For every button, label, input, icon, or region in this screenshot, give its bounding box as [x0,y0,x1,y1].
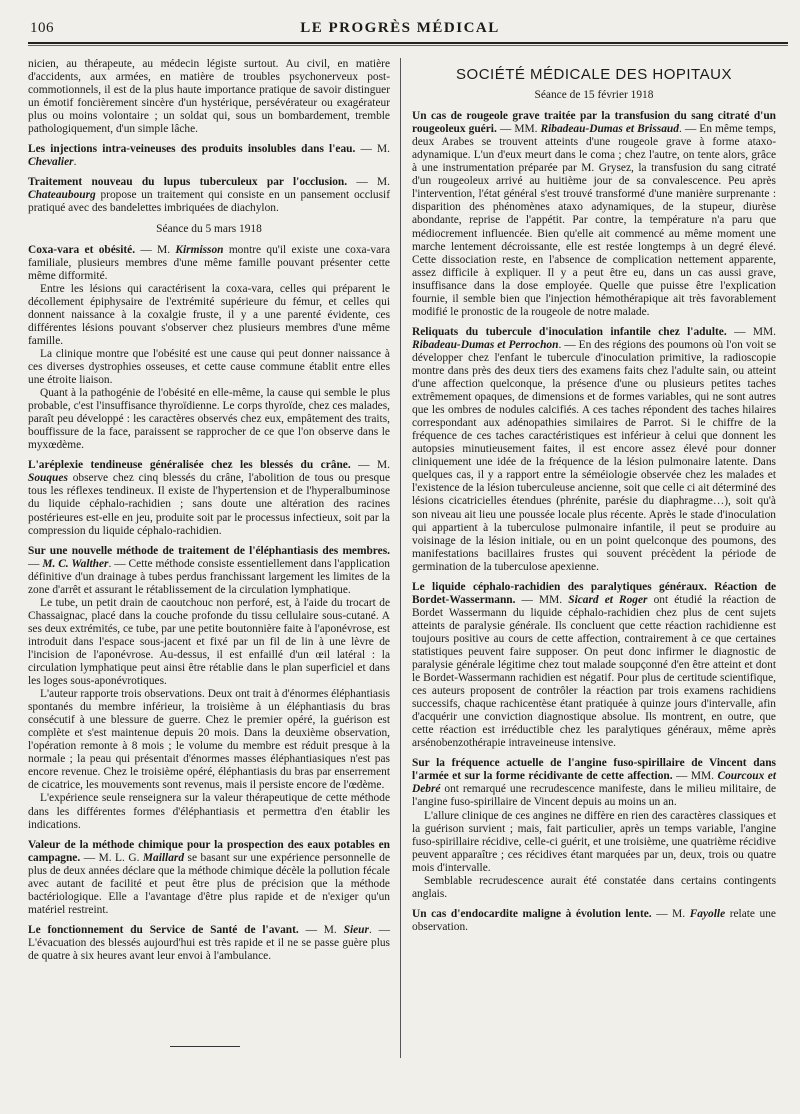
article-author: Courcoux et Debré [412,770,776,796]
page-header [0,0,800,46]
session-date: Séance du 5 mars 1918 [156,222,262,235]
header-rule-thin [28,45,788,46]
article-lupus: Traitement nouveau du lupus tuberculeux par l'occlusion. — M. Chateaubourg propose un traitement qui consiste en un pansement occlusif pratiqué avec des bandelettes imbriquées de diachylon. [28,176,390,215]
article-coxa-vara: Coxa-vara et obésité. — M. Kirmisson montre qu'il existe une coxa-vara familiale, plusieurs membres d'une même famille pouvant présenter cette même difformité. [28,243,390,282]
article-tubercule: Reliquats du tubercule d'inoculation infantile chez l'adulte. — MM. Ribadeau-Dumas et Perrochon. — En des régions des poumons où l'on voit se développer chez l'enfant le tubercule d'inoculation primitive, la radioscopie montre dans près des deux tiers des examens faits chez l'adulte sain, ou atteint d'une affection quelconque, la présence d'une ou plusieurs petites taches extrêmement opaques, de dimensions et de formes variables, qui ne sont autres que les ombres de nodules calcifiés. A ces taches répondent des taches hilaires correspondant aux adénopathies similaires de Parrot. Si le chiffre de la fréquence de ces taches caractéristiques est inférieur à celui que donnent les autopsies minutieusement faites, il est encore assez élevé pour donner cliniquement une idée de la fréquence de la lésion pulmonaire latente. Dans quelques cas, il y a rapport entre la séméiologie observée chez les malades et l'existence de la lésion tuberculeuse ancienne, soit que celle ci ait déterminé des lésions cicatricielles étendues (phrénite, parésie du diaphragme…), soit qu'à son niveau ait lieu une poussée locale plus récente. Après le stade d'inoculation qui appartient à la tuberculose pulmonaire infantile, il peut se produire au voisinage de la lésion initiale, ou en un point quelconque des poumons, des manifestations bacillaires frustes qui souvent précèdent la période de germination de la tuberculose apexienne. [412,325,776,573]
article-service-sante: Le fonctionnement du Service de Santé de l'avant. — M. Sieur. — L'évacuation des blessés aujourd'hui est très rapide et il ne se passe guère plus de quatre à six heures avant leur envoi à l'ambulance. [28,923,390,962]
intro-paragraph: nicien, au thérapeute, au médecin légiste surtout. Au civil, en matière d'accidents, aux armées, en matière de troubles psychonerveux post-commotionnels, il est de la plus haute importance pratique de savoir distinguer un émotif foncièrement sincère d'un hystérique, persévérateur ou exagérateur plus ou moins volontaire ; un soldat qui, sous un bombardement, tremble pathologiquement, d'un simple lâche. [28,58,390,136]
article-endocardite: Un cas d'endocardite maligne à évolution lente. — M. Fayolle relate une observation. [412,907,776,933]
article-title: Le liquide céphalo-rachidien des paralytiques généraux. Réaction de Bordet-Wassermann. [412,580,776,606]
article-paragraph: Semblable recrudescence aurait été constatée dans certains contingents anglais. [412,874,776,900]
article-author: Souques [28,472,68,485]
article-injections: Les injections intra-veineuses des produits insolubles dans l'eau. — M. Chevalier. [28,143,391,169]
article-author: Ribadeau-Dumas et Perrochon [412,338,559,351]
article-title: Sur une nouvelle méthode de traitement de l'éléphantiasis des membres. [28,544,390,557]
article-author: Chevalier [28,156,74,169]
article-author: Kirmisson [175,243,224,256]
column-divider [400,58,401,1058]
article-elephantiasis: Sur une nouvelle méthode de traitement de l'éléphantiasis des membres. — M. C. Walther. — Cette méthode consiste essentiellement dans l'application définitive d'un drainage à tubes perdus franchissant largement les limites de la zone d'arrêt et assurant le rétablissement de la circulation lymphatique. [28,544,390,596]
article-title: L'aréplexie tendineuse généralisée chez les blessés du crâne. [28,459,351,472]
article-paragraph: L'auteur rapporte trois observations. Deux ont trait à d'énormes éléphantiasis spontanés du membre inférieur, la troisième à un éléphantiasis du bras consécutif à une blessure de guerre. Chez le premier opéré, la guérison est complète et s'est maintenue depuis 20 mois. Dans la deuxième observation, l'opération remonte à 8 mois ; le volume du membre est réduit presque à la normale ; la peau qui présentait d'énormes masses éléphantiasiques n'est pas encore revenue. Chez le troisième opéré, éléphantiasis du bras par enserrement de cicatrice, les mouvements sont revenus, mais il persiste encore de l'œdème. [28,688,390,792]
article-paragraph: L'allure clinique de ces angines ne diffère en rien des caractères classiques et la guérison survient ; mais, fait particulier, après un temps variable, l'angine fuso-spirillaire récidive, celle-ci guérit, et une troisième, une quatrième récidive peuvent apparaître ; ces récidives étant marquées par un, deux, trois ou quatre mois d'intervalle. [412,809,776,874]
article-author: Fayolle [689,907,726,920]
article-paragraph: La clinique montre que l'obésité est une cause qui peut donner naissance à ces diverses dystrophies osseuses, et cette cause commune établit entre elles une étroite liaison. [28,347,390,387]
article-paralytiques: Le liquide céphalo-rachidien des paralytiques généraux. Réaction de Bordet-Wassermann. — MM. Sicard et Roger ont étudié la réaction de Bordet Wassermann du liquide céphalo-rachidien chez plus de cent sujets atteints de paralysie générale. Ils concluent que cette réaction rachidienne est toujours positive au cours de cette affection, contrairement à ce que certaines statistiques peuvent faire supposer. On peut donc infirmer le diagnostic de paralysie générale légitime chez tout malade soupçonné d'en être atteint et dont le Bordet-Wassermann rachidien est négatif. Pour plus de certitude scientifique, ces auteurs proposent de contrôler la réaction par trois examens rachidiens successifs, chaque rachicentèse étant pratiquée à quinze jours d'intervalle, afin d'acquérir une conviction diagnostique absolue. Ils montrent, en outre, que cette réaction est irréductible chez les paralytiques généraux, même après arsénobenzothérapie intraveineuse intensive. [412,580,776,750]
article-title: Coxa-vara et obésité. [28,243,136,256]
article-paragraph: L'expérience seule renseignera sur la valeur thérapeutique de cette méthode dans les différentes formes d'éléphantiasis et permettra d'en établir les indications. [28,792,390,831]
page-number: 106 [30,20,54,36]
article-author: Sicard et Roger [568,593,648,606]
article-title: Valeur de la méthode chimique pour la prospection des eaux potables en campagne. [28,838,390,864]
session-date: Séance de 15 février 1918 [534,89,654,102]
journal-title: LE PROGRÈS MÉDICAL [300,20,500,36]
article-author: Chateaubourg [28,189,96,202]
article-title: Sur la fréquence actuelle de l'angine fuso-spirillaire de Vincent dans l'armée et sur la forme récidivante de cette affection. [412,757,776,783]
article-paragraph: Entre les lésions qui caractérisent la coxa-vara, celles qui préparent le décollement épiphysaire de l'extrémité supérieure du fémur, et celles qui donnent naissance à la coxalgie fruste, il y a une parenté évidente, ces différentes lésions pouvant s'observer chez plusieurs membres d'une même famille. [28,282,390,347]
society-title: SOCIÉTÉ MÉDICALE DES HOPITAUX [456,66,732,83]
article-eaux-potables: Valeur de la méthode chimique pour la prospection des eaux potables en campagne. — M. L. G. Maillard se basant sur une expérience personnelle de plus de deux années déclare que la méthode chimique décèle la pollution fécale avec autant de facilité et peut être plus de précision que la méthode bactériologique. Elle a l'avantage d'être plus rapide et de n'exiger qu'un matériel restreint. [28,838,391,916]
article-rougeole: Un cas de rougeole grave traitée par la transfusion du sang citraté d'un rougeoleux guéri. — MM. Ribadeau-Dumas et Brissaud. — En même temps, deux Arabes se trouvent atteints d'une rougeole grave à forme ataxo-adynamique. L'un d'eux meurt dans le coma ; chez l'autre, on tente alors, grâce à une instrumentation préparée par M. Grysez, la transfusion du sang citraté d'un rougeoleux arrivé au huitième jour de sa convalescence. Peu après l'intervention, l'état général s'est trouvé transformé d'une manière surprenante : disparition des phénomènes ataxo adynamiques, de la stupeur, diurèse abondante, reprise de l'appétit. Par contre, la température n'a paru que médiocrement influencée. Bien qu'elle ait commencé au même moment une marche lentement décroissante, elle est restée longtemps à un degré élevé. Cette dissociation reste, en l'absence de complication nettement apparente, assez difficile à expliquer. Il y a peut être eu, dans un cas aussi grave, insuffisance dans la dose employée. Quelle que puisse être l'explication fournie, il semble bien que l'injection hémothérapique ait très favorablement modifié le pronostic de la rougeole de notre malade. [412,110,776,318]
article-author: Sieur [343,923,369,936]
end-rule [170,1046,240,1047]
article-paragraph: Le tube, un petit drain de caoutchouc non perforé, est, à l'aide du trocart de Chassaignac, placé dans la couche profonde du tissu cellulaire sous-cutané. A ses deux extrémités, ce tube, par une petite boutonnière faite à l'aponévrose, est introduit dans l'espace sous-jacent et fixé par un fil de lin à une lèvre de l'incision de l'aponévrose. Au-dessus, il est enfaillé d'un œil latéral : la circulation lymphatique peut ainsi être rétablie dans le plan superficiel et dans les loges sous-aponévrotiques. [28,596,390,688]
article-areplexie: L'aréplexie tendineuse généralisée chez les blessés du crâne. — M. Souques observe chez cinq blessés du crâne, l'abolition de tous ou presque tous les réflexes tendineux. Il existe de l'hypertension et de l'hyperalbuminose du liquide céphalo-rachidien ; sans doute une altération des racines postérieures est-elle en jeu, produite soit par le processus infectieux, soit par la compression du liquide céphalo-rachidien. [28,459,391,537]
article-title: Un cas d'endocardite maligne à évolution lente. [412,907,652,920]
article-title: Les injections intra-veineuses des produits insolubles dans l'eau. [28,143,356,156]
article-author: Maillard [142,851,185,864]
article-author: Ribadeau-Dumas et Brissaud [540,123,679,136]
article-title: Reliquats du tubercule d'inoculation infantile chez l'adulte. [412,325,727,338]
article-title: Le fonctionnement du Service de Santé de l'avant. [28,923,299,936]
article-title: Un cas de rougeole grave traitée par la transfusion du sang citraté d'un rougeoleux guéri. [412,110,776,136]
right-column [412,58,776,934]
article-author: M. C. Walther [42,557,109,570]
article-title: Traitement nouveau du lupus tuberculeux par l'occlusion. [28,176,348,189]
left-column [28,58,390,970]
article-paragraph: Quant à la pathogénie de l'obésité en elle-même, la cause qui semble le plus probable, c'est l'insuffisance thyroïdienne. Le corps thyroïde, chez ces malades, paraît peu développé : les caractères observés chez eux, empâtement des traits, bouffissure de la face, paraissent se rapprocher de ce que l'on observe dans le myxœdème. [28,387,390,452]
header-rule [28,42,788,44]
article-angine: Sur la fréquence actuelle de l'angine fuso-spirillaire de Vincent dans l'armée et sur la forme récidivante de cette affection. — MM. Courcoux et Debré ont remarqué une recrudescence manifeste, dans le milieu militaire, de l'angine fuso-spirillaire de Vincent depuis au moins un an. [412,757,776,809]
